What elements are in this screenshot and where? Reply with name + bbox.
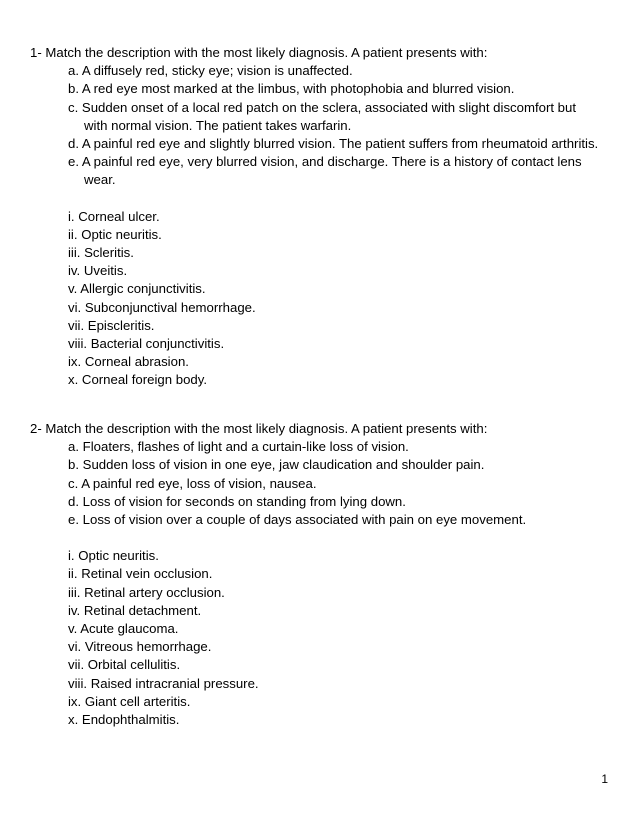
option-item: ii. Optic neuritis. (68, 226, 162, 242)
description-item: d. A painful red eye and slightly blurred vision. The patient suffers from rheumatoid arthritis. (68, 136, 599, 152)
option-item: ix. Corneal abrasion. (68, 354, 189, 370)
option-list (30, 208, 600, 390)
description-item: e. Loss of vision over a couple of days associated with pain on eye movement. (68, 512, 527, 528)
option-item: v. Acute glaucoma. (68, 621, 179, 637)
question-2 (30, 420, 600, 729)
option-list (30, 547, 600, 729)
description-item: b. A red eye most marked at the limbus, with photophobia and blurred vision. (68, 81, 515, 97)
option-item: viii. Bacterial conjunctivitis. (68, 336, 225, 352)
option-item: iv. Retinal detachment. (68, 602, 202, 618)
option-item: vii. Orbital cellulitis. (68, 657, 181, 673)
option-item: iv. Uveitis. (68, 263, 128, 279)
option-item: iii. Retinal artery occlusion. (68, 584, 225, 600)
option-item: x. Corneal foreign body. (68, 372, 208, 388)
description-item: a. A diffusely red, sticky eye; vision is unaffected. (68, 63, 353, 79)
option-item: viii. Raised intracranial pressure. (68, 675, 259, 691)
option-item: vi. Subconjunctival hemorrhage. (68, 299, 256, 315)
page-number: 1 (601, 772, 608, 786)
option-item: vii. Episcleritis. (68, 317, 155, 333)
option-item: x. Endophthalmitis. (68, 712, 180, 728)
description-item: e. A painful red eye, very blurred vision, and discharge. There is a history of contact lens wear. (68, 154, 582, 188)
description-item: d. Loss of vision for seconds on standing from lying down. (68, 493, 406, 509)
description-list (30, 438, 600, 529)
description-item: a. Floaters, flashes of light and a curtain-like loss of vision. (68, 439, 409, 455)
option-item: iii. Scleritis. (68, 245, 134, 261)
question-stem: 2- Match the description with the most likely diagnosis. A patient presents with: (30, 421, 488, 436)
description-list (30, 62, 600, 189)
option-item: ii. Retinal vein occlusion. (68, 566, 213, 582)
question-1 (30, 44, 600, 390)
question-stem: 1- Match the description with the most likely diagnosis. A patient presents with: (30, 45, 488, 60)
option-item: vi. Vitreous hemorrhage. (68, 639, 212, 655)
description-item: c. A painful red eye, loss of vision, nausea. (68, 475, 317, 491)
option-item: v. Allergic conjunctivitis. (68, 281, 206, 297)
description-item: b. Sudden loss of vision in one eye, jaw claudication and shoulder pain. (68, 457, 485, 473)
option-item: ix. Giant cell arteritis. (68, 693, 191, 709)
option-item: i. Optic neuritis. (68, 548, 159, 564)
option-item: i. Corneal ulcer. (68, 208, 160, 224)
description-item: c. Sudden onset of a local red patch on the sclera, associated with slight discomfort but with normal vision. The patient takes warfarin. (68, 99, 577, 133)
